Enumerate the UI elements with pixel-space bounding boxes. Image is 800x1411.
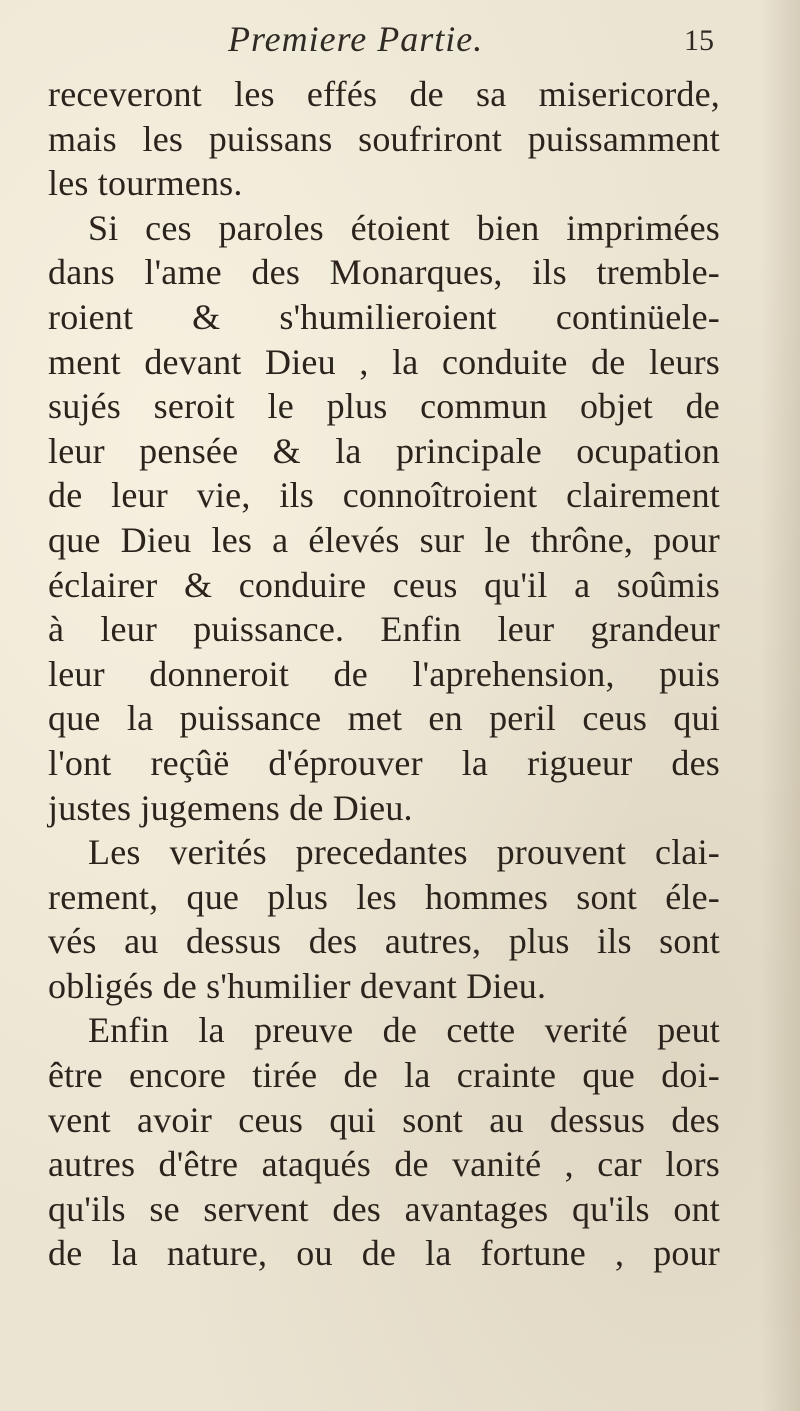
text-line: vent avoir ceus qui sont au dessus des (48, 1099, 720, 1140)
text-line: que la puissance met en peril ceus qui (48, 698, 720, 739)
paragraph-start-line: Les verités precedantes prouvent clai- (88, 832, 720, 873)
text-line: obligés de s'humilier devant Dieu. (48, 965, 547, 1006)
text-line: les tourmens. (48, 163, 243, 204)
body-text (48, 72, 720, 1276)
text-line: qu'ils se servent des avantages qu'ils ont (48, 1188, 720, 1229)
text-line: vés au dessus des autres, plus ils sont (48, 921, 720, 962)
paragraph-start-line: Si ces paroles étoient bien imprimées (88, 207, 720, 248)
text-line: à leur puissance. Enfin leur grandeur (48, 609, 720, 650)
text-line: de leur vie, ils connoîtroient clairement (48, 475, 720, 516)
text-line: ment devant Dieu , la conduite de leurs (48, 341, 720, 382)
text-line: de la nature, ou de la fortune , pour (48, 1233, 720, 1274)
page-edge-shadow (760, 0, 800, 1411)
text-line: l'ont reçûë d'éprouver la rigueur des (48, 742, 720, 783)
running-head (0, 18, 800, 68)
text-line: que Dieu les a élevés sur le thrône, pour (48, 519, 720, 560)
text-line: justes jugemens de Dieu. (48, 787, 413, 828)
text-line: autres d'être ataqués de vanité , car lors (48, 1144, 720, 1185)
text-line: dans l'ame des Monarques, ils tremble- (48, 252, 720, 293)
text-line: receveront les effés de sa misericorde, (48, 74, 720, 114)
text-line: éclairer & conduire ceus qu'il a soûmis (48, 564, 720, 605)
text-line: leur pensée & la principale ocupation (48, 430, 720, 471)
text-line: être encore tirée de la crainte que doi- (48, 1055, 720, 1096)
text-line: mais les puissans soufriront puissamment (48, 118, 720, 159)
page-number: 15 (684, 24, 714, 57)
text-line: sujés seroit le plus commun objet de (48, 386, 720, 427)
running-title: Premiere Partie. (228, 19, 484, 59)
text-line: roient & s'humilieroient continüele- (48, 296, 720, 337)
text-line: rement, que plus les hommes sont éle- (48, 876, 720, 917)
text-line: leur donneroit de l'aprehension, puis (48, 653, 720, 694)
paragraph-start-line: Enfin la preuve de cette verité peut (88, 1010, 720, 1051)
